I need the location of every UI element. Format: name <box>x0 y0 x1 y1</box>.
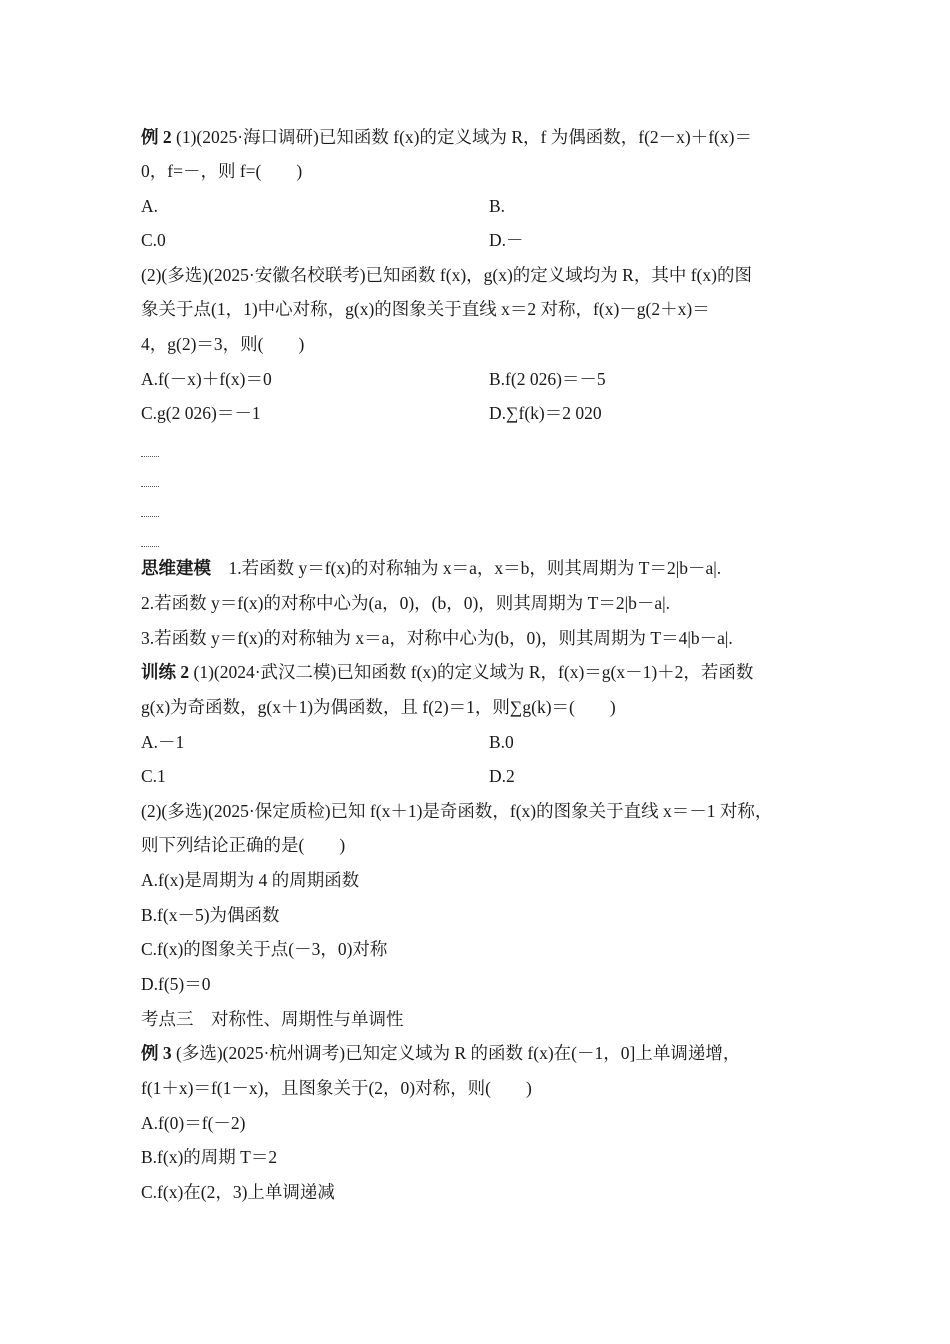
line-text: (2)(多选)(2025·保定质检)已知 f(x＋1)是奇函数，f(x)的图象关于直线 x＝－1 对称， <box>141 801 773 821</box>
line-text: B.f(x－5)为偶函数 <box>141 905 280 925</box>
text-line <box>141 1111 830 1135</box>
line-text: (多选)(2025·杭州调考)已知定义域为 R 的函数 f(x)在(－1，0]上单调递增， <box>171 1043 741 1063</box>
text-line <box>141 228 830 252</box>
text-line <box>141 799 830 823</box>
line-text: C.1 <box>141 766 166 786</box>
line-text: (2)(多选)(2025·安徽名校联考)已知函数 f(x)，g(x)的定义域均为 R，其中 f(x)的图 <box>141 265 752 285</box>
text-line <box>141 972 830 996</box>
line-text: D.f(5)＝0 <box>141 974 211 994</box>
text-line <box>141 332 830 356</box>
line-text: C.f(x)在(2，3)上单调递减 <box>141 1182 335 1202</box>
line-text: f(1＋x)＝f(1－x)，且图象关于(2，0)对称，则( ) <box>141 1078 532 1098</box>
line-text: (1)(2025·海口调研)已知函数 f(x)的定义域为 R，f 为偶函数，f(2－x)＋f(x)＝ <box>171 127 752 147</box>
line-text: A.－1 <box>141 732 185 752</box>
answer-blank-dots <box>141 544 159 547</box>
line-text: 1.若函数 y＝f(x)的对称轴为 x＝a，x＝b，则其周期为 T＝2|b－a|. <box>211 558 722 578</box>
section-label: 思维建模 <box>141 558 211 578</box>
text-line <box>141 626 830 650</box>
text-line <box>141 297 830 321</box>
text-line <box>141 764 830 788</box>
line-text: 0，f=－，则 f=( ) <box>141 161 303 181</box>
line-text: C.g(2 026)＝－1 <box>141 403 261 423</box>
text-line <box>141 1007 830 1031</box>
text-line <box>141 591 830 615</box>
text-line <box>141 1076 830 1100</box>
text-line <box>141 263 830 287</box>
text-line <box>141 556 830 580</box>
option-right-column: D.2 <box>489 766 515 786</box>
line-text: C.f(x)的图象关于点(－3，0)对称 <box>141 939 388 959</box>
text-line <box>141 937 830 961</box>
text-line <box>141 730 830 754</box>
line-text: (1)(2024·武汉二模)已知函数 f(x)的定义域为 R，f(x)＝g(x－1)＋2，若函数 <box>189 662 754 682</box>
text-line <box>141 660 830 684</box>
text-line <box>141 1145 830 1169</box>
line-text: A.f(0)＝f(－2) <box>141 1113 246 1133</box>
option-right-column: D.－ <box>489 230 524 250</box>
text-line <box>141 1041 830 1065</box>
line-text: A.f(x)是周期为 4 的周期函数 <box>141 870 360 890</box>
line-text: 则下列结论正确的是( ) <box>141 835 346 855</box>
answer-blank-dots <box>141 514 159 517</box>
text-line <box>141 125 830 149</box>
text-line <box>141 903 830 927</box>
section-label: 例 2 <box>141 127 172 147</box>
answer-blank-dots <box>141 454 159 457</box>
line-text: 考点三 对称性、周期性与单调性 <box>141 1009 404 1029</box>
line-text: A.f(－x)＋f(x)＝0 <box>141 369 272 389</box>
text-line <box>141 868 830 892</box>
line-text: 2.若函数 y＝f(x)的对称中心为(a，0)，(b，0)，则其周期为 T＝2|b－a|. <box>141 593 671 613</box>
text-line <box>141 833 830 857</box>
line-text: A. <box>141 196 159 216</box>
text-line <box>141 401 830 425</box>
line-text: g(x)为奇函数，g(x＋1)为偶函数，且 f(2)＝1，则∑g(k)＝( ) <box>141 697 616 717</box>
line-text: 3.若函数 y＝f(x)的对称轴为 x＝a，对称中心为(b，0)，则其周期为 T＝4|b－a|. <box>141 628 733 648</box>
line-text: 象关于点(1，1)中心对称，g(x)的图象关于直线 x＝2 对称，f(x)－g(2＋x)＝ <box>141 299 710 319</box>
section-label: 训练 2 <box>141 662 190 682</box>
option-right-column: B.f(2 026)＝－5 <box>489 369 606 389</box>
text-line <box>141 159 830 183</box>
line-text: 4，g(2)＝3，则( ) <box>141 334 305 354</box>
text-line <box>141 194 830 218</box>
line-text: B.f(x)的周期 T＝2 <box>141 1147 278 1167</box>
text-line <box>141 695 830 719</box>
line-text: C.0 <box>141 230 166 250</box>
answer-blank-dots <box>141 484 159 487</box>
option-right-column: D.∑f(k)＝2 020 <box>489 403 602 423</box>
text-line <box>141 1180 830 1204</box>
option-right-column: B. <box>489 196 506 216</box>
text-line <box>141 367 830 391</box>
section-label: 例 3 <box>141 1043 172 1063</box>
option-right-column: B.0 <box>489 732 514 752</box>
